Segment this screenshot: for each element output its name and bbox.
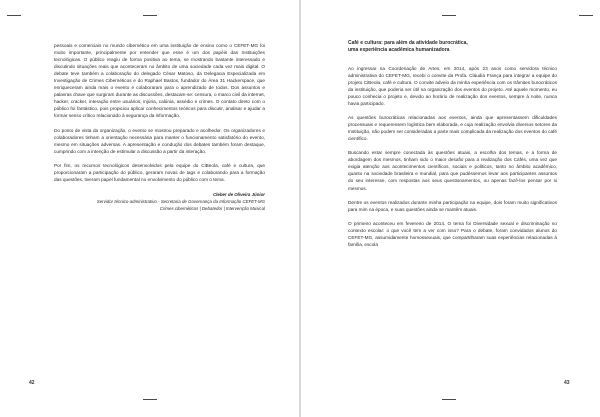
left-paragraph-1: pessoais e comerciais no mundo cibernético em uma instituição de ensino como o CEFET-MG foi muito importante, principalmente por entender que esse é um dos papéis das Instituições tecnológicas. O público reagiu de forma positiva ao tema, se mostrando bastante interessado e discutindo situações reais que aconteceram no âmbito de uma sociedade cada vez mais digital. O debate teve também a colaboração do delegado César Matoso, da Delegacia Especializada em Investigação de Crimes Cibernéticos e do Raphael Bastos, fundador do Área 31 Hackerspace, que enriqueceram ainda mais o evento e colaboraram para o aprendizado de todos. Dos assuntos e palavras chave que surgiram durante as discussões, destacam-se: censura, o marco civil da internet, hacker, cracker, interação entre usuários, injúria, calúnia, assédio e crimes. O contato direto com o público foi fantástico, pois propiciou aplicar conhecimentos teóricos para discutir, analisar e ajudar a formar senso crítico relacionado à segurança da informação.	[54, 43, 265, 119]
crop-mark-top-center	[442, 15, 456, 16]
author-role: Servidor técnico-administrativo - Secretaria de Governança da Informação CEFET-MG	[96, 198, 265, 204]
right-paragraph-2: As questões burocráticas relacionadas aos eventos, ainda que apresentassem dificuldades processuais e requeressem logística bem elaborada, e cuja realização envolvia diversos setores da Instituição, não podem ser consideradas a parte mais complicada da realização dos eventos do café científico.	[348, 115, 557, 142]
section-heading-line-2: uma experiência acadêmica humanizadora	[348, 47, 450, 54]
right-paragraph-5: O primeiro aconteceu em fevereiro de 2014. O tema foi Diversidade sexual e discriminação no contexto escolar: o que você tem a ver com isso? Para o debate, foram convidados alunos do CEFET-MG, assumidamente homossexuais, que compartilharam suas experiências relacionadas à família, escola	[348, 220, 557, 247]
author-event: Crimes cibernéticos | Debatedor | Intervenção Musical	[159, 205, 265, 211]
author-signature	[54, 191, 265, 212]
left-page	[0, 0, 299, 417]
right-paragraph-3: Buscando estar sempre conectada às questões atuais, a escolha dos temas, e a forma de abordagem dos mesmos, tinham sido o maior desafio para a realização dos Cafés, uma vez que exigia atenção aos acontecimentos científicos, sociais e políticos, tanto no âmbito acadêmico, quanto na sociedade brasileira e mundial, para que pudéssemos levar aos participantes assuntos do seu interesse, com respostas aos seus questionamentos, ou apenas fazê-los pensar por si mesmos.	[348, 150, 557, 191]
crop-mark-top-center	[143, 15, 157, 16]
page-number-left: 42	[29, 380, 35, 386]
left-paragraph-3: Por fim, os recursos tecnológicos desenvolvidos pela equipe do CiBeola, café e cultura, que proporcionaram a participação do público, geraram novas de tags e colaborando para a formação das questões, tiveram papel fundamental no envolvimento do público com o tema.	[54, 162, 265, 182]
section-heading	[348, 40, 557, 55]
author-name: Cleber de Oliveira Júnior	[213, 191, 265, 197]
page-number-right: 43	[564, 380, 570, 386]
right-paragraph-4: Dentre os eventos realizados durante minha participação na equipe, dois foram muito significativos para mim na época, e suas questões ainda se mantêm atuais.	[348, 199, 557, 212]
right-page	[301, 0, 600, 417]
left-text-column	[54, 42, 265, 219]
right-paragraph-1: Ao ingressar na Coordenação de Artes, em 2014, após 23 anos como servidora técnico administrativa do CEFET-MG, recebi o convite da Profa. Cláudia França para integrar a equipe do projeto CiBeola, café e cultura. O convite adveio da minha experiência com os trâmites burocráticos da instituição, que poderia ser útil na organização dos eventos do projeto. Até aquele momento, eu pouco conhecia o projeto e, devido ao horário de realização dos eventos, sempre à noite, nunca havia participado.	[348, 65, 557, 107]
section-heading-line-1: Café e cultura: para além da atividade burocrática,	[348, 40, 468, 46]
left-paragraph-2: Do ponto de vista da organização, o evento se mostrou preparado e acolhedor. Os organizadores e colaboradores tinham a orientação necessária para manter o funcionamento satisfatório do evento, mesmo em situações adversas. A apresentação e condução dos debates também foram destaque, cumprindo com a intenção de estimular a discussão a partir da interação.	[54, 127, 265, 154]
crop-mark-top-left	[7, 15, 21, 16]
crop-mark-bottom-center	[143, 399, 157, 400]
right-text-column	[348, 40, 557, 255]
crop-mark-bottom-center	[442, 399, 456, 400]
crop-mark-top-right	[579, 15, 593, 16]
